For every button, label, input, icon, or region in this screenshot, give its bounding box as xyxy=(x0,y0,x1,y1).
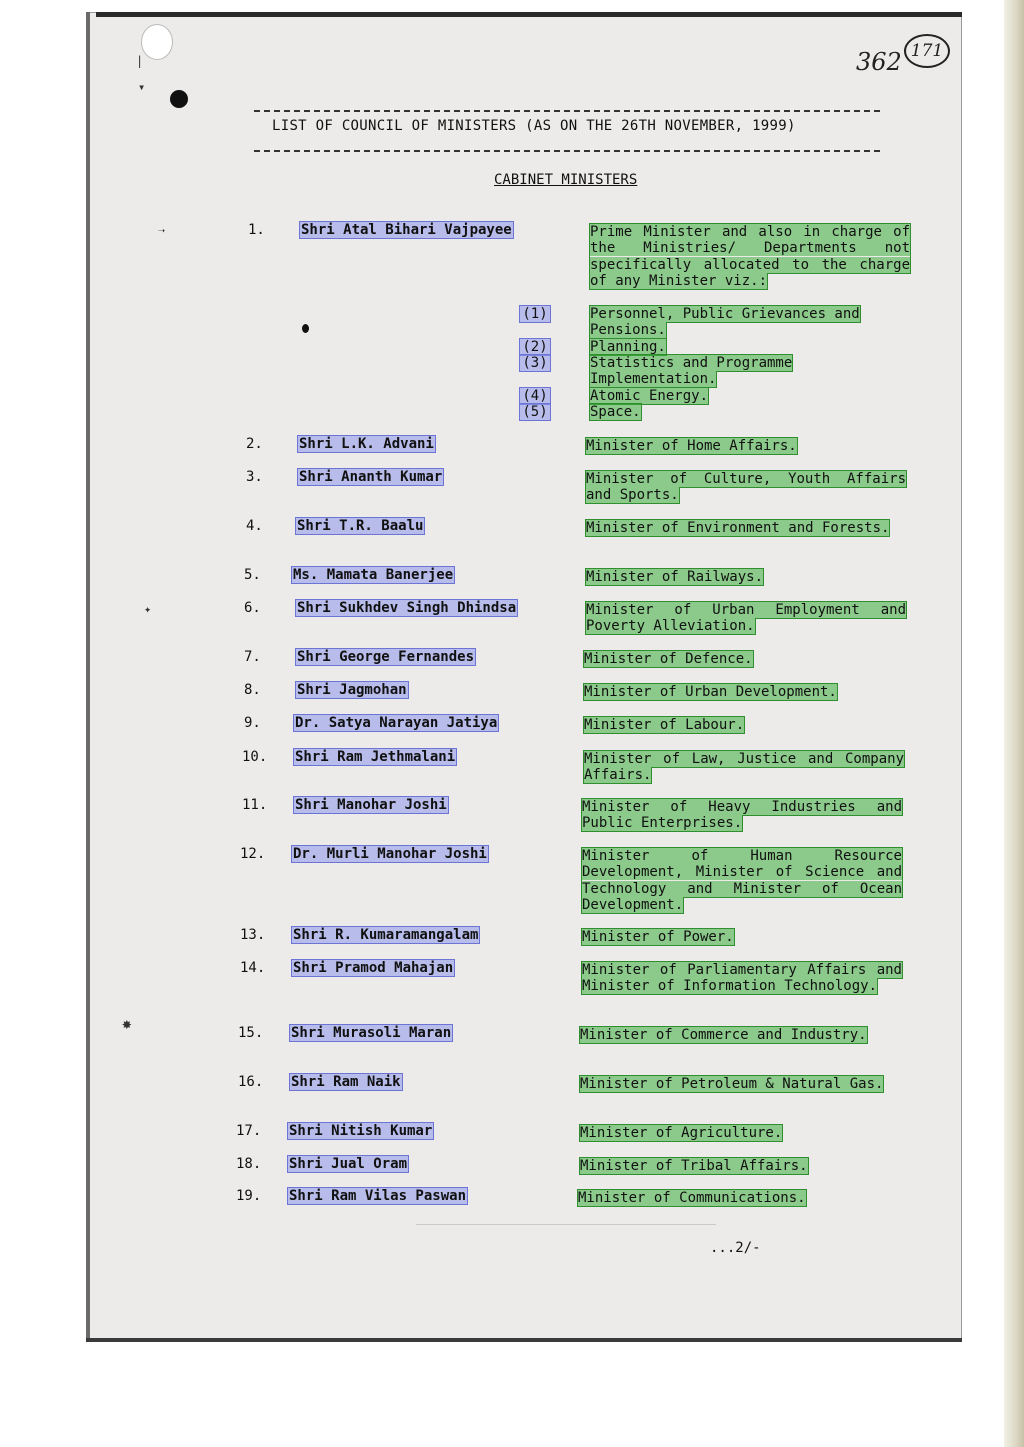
page-bottom-edge xyxy=(86,1338,962,1342)
minister-name xyxy=(292,927,479,943)
entry-number: 12. xyxy=(240,846,266,862)
minister-name xyxy=(288,1156,408,1172)
minister-name-text: Ms. Mamata Banerjee xyxy=(293,567,454,583)
minister-portfolio xyxy=(586,520,906,536)
entry-number: 14. xyxy=(240,960,266,976)
minister-portfolio xyxy=(578,1190,898,1206)
minister-portfolio xyxy=(584,751,904,784)
minister-name-text: Shri Atal Bihari Vajpayee xyxy=(301,222,512,238)
minister-name-text: Shri Nitish Kumar xyxy=(289,1123,433,1139)
minister-name-text: Shri Jagmohan xyxy=(297,682,407,698)
portfolio-text: Minister of Environment and Forests. xyxy=(586,520,890,536)
page-top-edge xyxy=(96,12,962,17)
minister-portfolio xyxy=(584,717,904,733)
entry-number: 19. xyxy=(236,1188,262,1204)
pm-subject-text-span: Atomic Energy. xyxy=(590,388,709,404)
entry-number: 4. xyxy=(246,518,263,534)
minister-name-text: Shri R. Kumaramangalam xyxy=(293,927,479,943)
portfolio-text: Prime Minister and also in charge of the Ministries/ Departments not specifically allocated to the charge of any Minister viz.: xyxy=(590,224,910,290)
minister-name-text: Shri Ananth Kumar xyxy=(299,469,443,485)
minister-name xyxy=(294,715,498,731)
pm-subject-marker: (2) xyxy=(520,339,550,355)
minister-portfolio xyxy=(582,848,902,914)
pm-subject-text-span: Space. xyxy=(590,404,641,420)
dashed-rule-top xyxy=(254,110,880,112)
portfolio-text: Minister of Law, Justice and Company Affairs. xyxy=(584,751,904,784)
minister-portfolio xyxy=(580,1158,900,1174)
portfolio-text: Minister of Heavy Industries and Public Enterprises. xyxy=(582,799,902,832)
document-title: LIST OF COUNCIL OF MINISTERS (AS ON THE 26TH NOVEMBER, 1999) xyxy=(272,118,796,134)
entry-number: 8. xyxy=(244,682,261,698)
minister-name xyxy=(288,1123,433,1139)
portfolio-text: Minister of Home Affairs. xyxy=(586,438,797,454)
minister-name xyxy=(290,1025,452,1041)
minister-name-text: Shri Pramod Mahajan xyxy=(293,960,454,976)
document-page xyxy=(86,12,962,1342)
page-left-edge xyxy=(86,12,90,1342)
portfolio-text: Minister of Communications. xyxy=(578,1190,806,1206)
entry-number: 2. xyxy=(246,436,263,452)
pm-subject-marker: (5) xyxy=(520,404,550,420)
minister-name-text: Shri Manohar Joshi xyxy=(295,797,447,813)
entry-number: 18. xyxy=(236,1156,262,1172)
entry-number: 3. xyxy=(246,469,263,485)
margin-mark: ✸ xyxy=(122,1014,132,1033)
minister-portfolio xyxy=(582,929,902,945)
portfolio-text: Minister of Petroleum & Natural Gas. xyxy=(580,1076,884,1092)
margin-mark: | xyxy=(136,54,144,68)
entry-number: 13. xyxy=(240,927,266,943)
pm-subject-text-span: Personnel, Public Grievances and Pensions. xyxy=(590,306,860,339)
minister-name-text: Shri Ram Jethmalani xyxy=(295,749,456,765)
minister-portfolio xyxy=(586,471,906,504)
minister-name-text: Shri Ram Vilas Paswan xyxy=(289,1188,467,1204)
portfolio-text: Minister of Power. xyxy=(582,929,734,945)
pm-subject-marker: (3) xyxy=(520,355,550,371)
minister-portfolio xyxy=(580,1125,900,1141)
entry-number: 16. xyxy=(238,1074,264,1090)
entry-number: 7. xyxy=(244,649,261,665)
minister-name xyxy=(296,649,475,665)
minister-name xyxy=(288,1188,467,1204)
dashed-rule-bottom xyxy=(254,150,880,152)
minister-name xyxy=(294,797,448,813)
minister-portfolio xyxy=(584,684,904,700)
pm-subject-text-span: Statistics and Programme Implementation. xyxy=(590,355,793,388)
minister-name-text: Shri Murasoli Maran xyxy=(291,1025,452,1041)
minister-portfolio xyxy=(582,799,902,832)
minister-name-text: Shri T.R. Baalu xyxy=(297,518,424,534)
minister-name xyxy=(298,436,435,452)
pm-subject-text xyxy=(590,404,905,420)
minister-portfolio xyxy=(586,438,906,454)
minister-name-text: Dr. Satya Narayan Jatiya xyxy=(295,715,498,731)
minister-name-text: Shri Jual Oram xyxy=(289,1156,408,1172)
portfolio-text: Minister of Defence. xyxy=(584,651,753,667)
minister-name xyxy=(296,600,517,616)
minister-name-text: Shri Ram Naik xyxy=(291,1074,401,1090)
minister-name xyxy=(292,960,454,976)
section-heading: CABINET MINISTERS xyxy=(494,172,638,188)
handwritten-page-ref: 362 xyxy=(856,48,902,76)
hole-punch xyxy=(141,24,173,60)
entry-number: 17. xyxy=(236,1123,262,1139)
portfolio-text: Minister of Urban Employment and Poverty Alleviation. xyxy=(586,602,906,635)
portfolio-text: Minister of Urban Development. xyxy=(584,684,837,700)
portfolio-text: Minister of Commerce and Industry. xyxy=(580,1027,867,1043)
portfolio-text: Minister of Tribal Affairs. xyxy=(580,1158,808,1174)
minister-portfolio xyxy=(580,1027,900,1043)
pm-subject-text-span: Planning. xyxy=(590,339,666,355)
pm-subject-text xyxy=(590,388,905,404)
entry-number: 15. xyxy=(238,1025,264,1041)
entry-number: 9. xyxy=(244,715,261,731)
minister-name xyxy=(292,567,454,583)
portfolio-text: Minister of Agriculture. xyxy=(580,1125,783,1141)
minister-name xyxy=(298,469,443,485)
minister-name xyxy=(290,1074,402,1090)
faint-line xyxy=(416,1224,716,1225)
minister-portfolio xyxy=(590,224,910,290)
minister-portfolio xyxy=(584,651,904,667)
minister-name xyxy=(292,846,488,862)
portfolio-text: Minister of Parliamentary Affairs and Minister of Information Technology. xyxy=(582,962,902,995)
minister-name xyxy=(296,682,408,698)
margin-mark: ➝ xyxy=(158,224,166,238)
pm-subject-marker: (1) xyxy=(520,306,550,322)
minister-name-text: Dr. Murli Manohar Joshi xyxy=(293,846,487,862)
entry-number: 6. xyxy=(244,600,261,616)
pm-subject-marker: (4) xyxy=(520,388,550,404)
ink-speck xyxy=(302,324,309,333)
portfolio-text: Minister of Culture, Youth Affairs and Sports. xyxy=(586,471,906,504)
margin-mark: ✦ xyxy=(144,602,152,616)
entry-number: 10. xyxy=(242,749,268,765)
minister-name xyxy=(296,518,424,534)
entry-number: 11. xyxy=(242,797,268,813)
minister-portfolio xyxy=(586,602,906,635)
portfolio-text: Minister of Labour. xyxy=(584,717,745,733)
minister-portfolio xyxy=(586,569,906,585)
page-continuation: ...2/- xyxy=(710,1240,761,1256)
minister-name xyxy=(294,749,456,765)
handwritten-circled-number: 171 xyxy=(904,34,950,68)
minister-name-text: Shri Sukhdev Singh Dhindsa xyxy=(297,600,517,616)
pm-subject-text xyxy=(590,306,905,339)
minister-name-text: Shri George Fernandes xyxy=(297,649,475,665)
pm-subject-text xyxy=(590,355,905,388)
portfolio-text: Minister of Human Resource Development, Minister of Science and Technology and Minister of Ocean Development. xyxy=(582,848,902,914)
entry-number: 5. xyxy=(244,567,261,583)
minister-name-text: Shri L.K. Advani xyxy=(299,436,434,452)
minister-portfolio xyxy=(582,962,902,995)
portfolio-text: Minister of Railways. xyxy=(586,569,764,585)
ink-dot xyxy=(170,90,188,108)
scanner-edge-strip xyxy=(1004,0,1024,1447)
margin-mark: ▾ xyxy=(138,80,146,94)
minister-name xyxy=(300,222,513,238)
pm-subject-text xyxy=(590,339,905,355)
entry-number: 1. xyxy=(248,222,265,238)
minister-portfolio xyxy=(580,1076,900,1092)
